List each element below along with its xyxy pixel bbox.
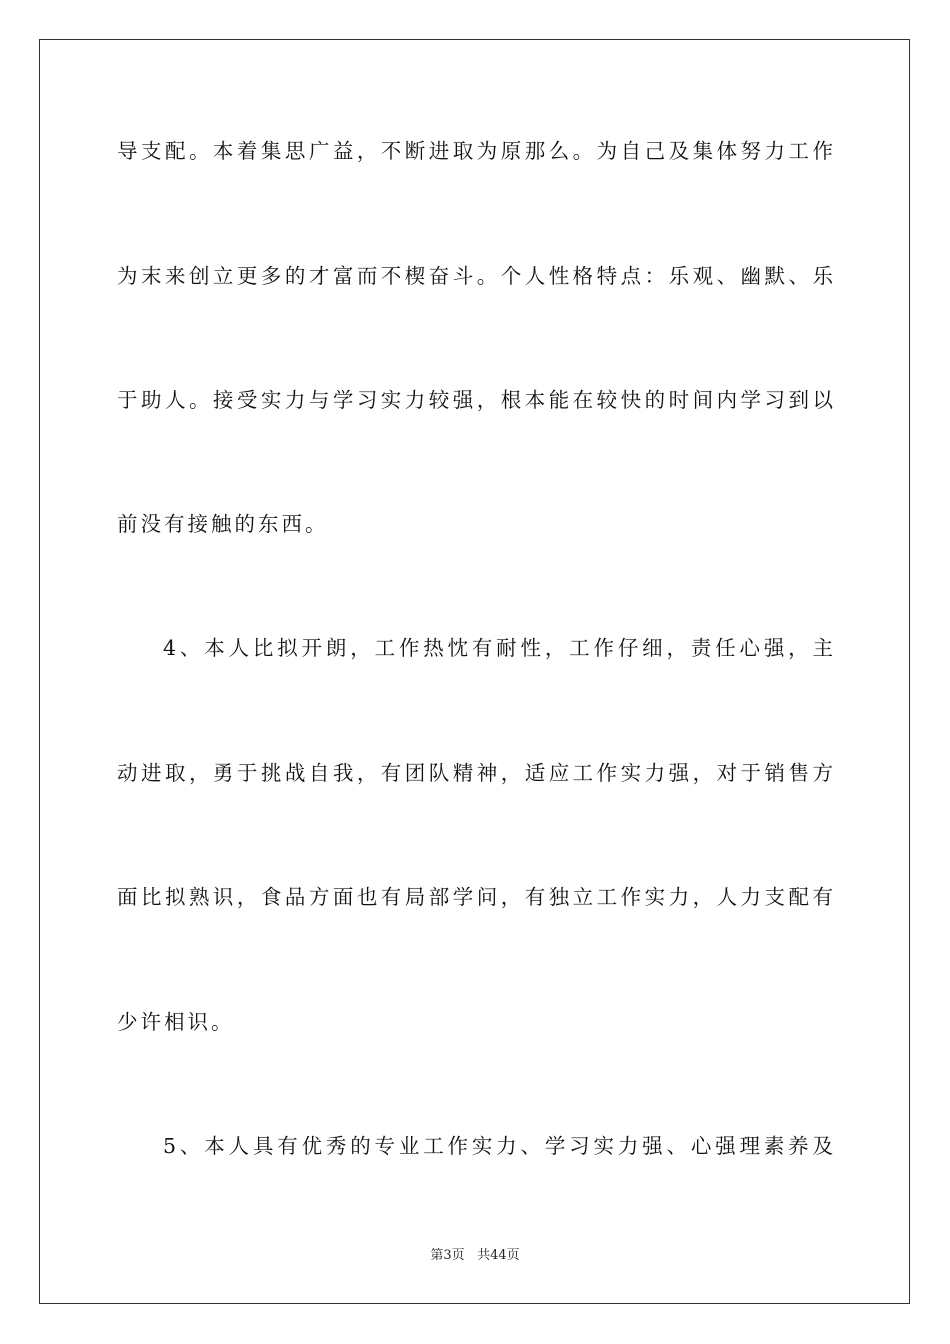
body-line-3: 于助人。接受实力与学习实力较强，根本能在较快的时间内学习到以 bbox=[117, 388, 833, 412]
page-total: 共44页 bbox=[477, 1248, 520, 1263]
paragraph-4-first-line: 4、本人比拟开朗，工作热忱有耐性，工作仔细，责任心强，主 bbox=[163, 636, 833, 660]
page-footer bbox=[0, 1247, 950, 1265]
body-line-2: 为末来创立更多的才富而不楔奋斗。个人性格特点：乐观、幽默、乐 bbox=[117, 264, 833, 288]
paragraph-5-first-line: 5、本人具有优秀的专业工作实力、学习实力强、心强理素养及 bbox=[163, 1134, 833, 1158]
page-number: 第3页 bbox=[430, 1248, 465, 1263]
body-line-8: 少许相识。 bbox=[117, 1010, 235, 1034]
body-line-7: 面比拟熟识，食品方面也有局部学问，有独立工作实力，人力支配有 bbox=[117, 885, 833, 909]
body-line-4: 前没有接触的东西。 bbox=[117, 512, 329, 536]
page-border bbox=[39, 39, 910, 1304]
body-line-6: 动进取，勇于挑战自我，有团队精神，适应工作实力强，对于销售方 bbox=[117, 761, 833, 785]
body-line-1: 导支配。本着集思广益，不断进取为原那么。为自己及集体努力工作 bbox=[117, 139, 833, 163]
